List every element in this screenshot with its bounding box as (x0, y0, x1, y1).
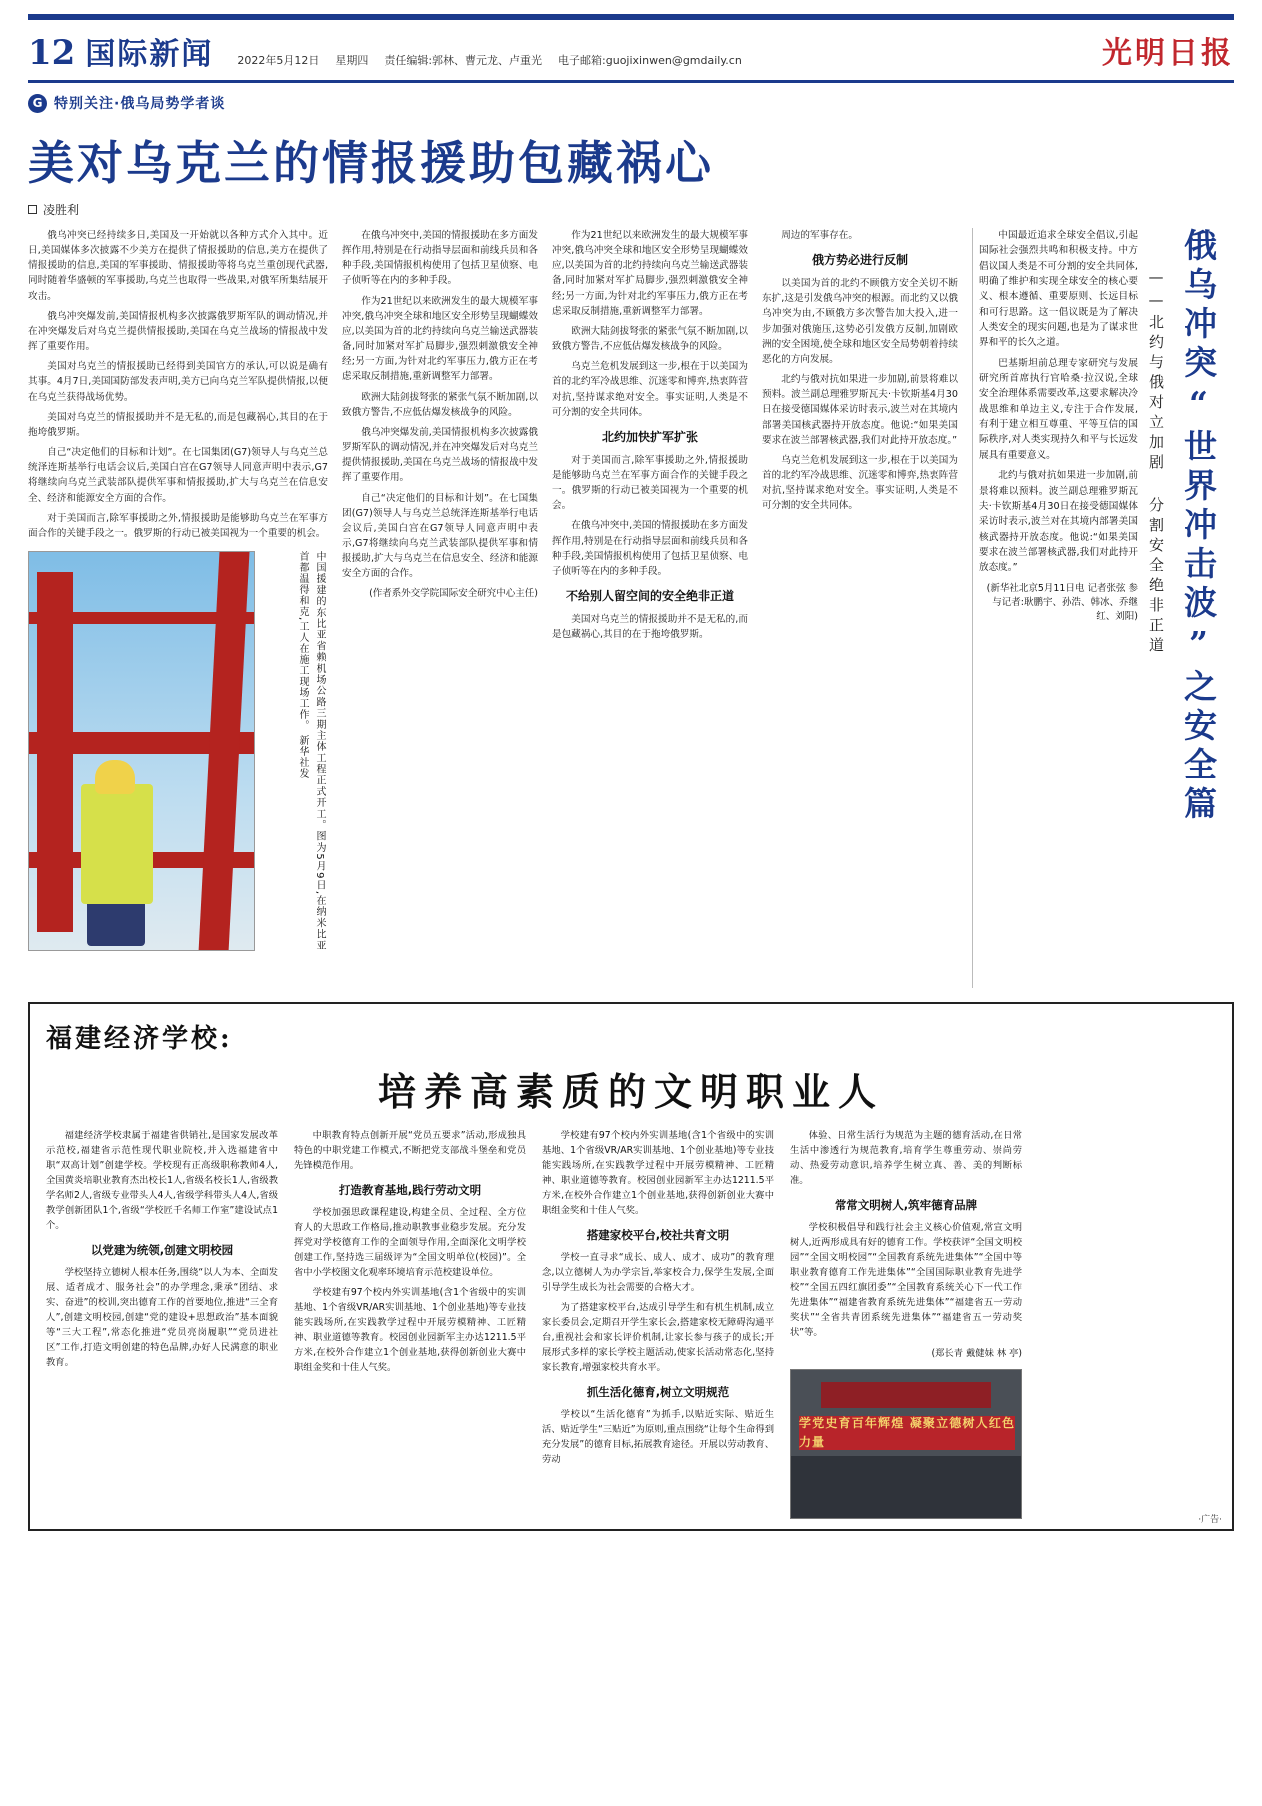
page-number: 12 (28, 33, 76, 73)
vertical-article-body (979, 228, 1138, 988)
paragraph: 美国对乌克兰的情报援助并不是无私的,而是包藏祸心,其目的在于拖垮俄罗斯。 (28, 411, 328, 438)
photo-worker-body (81, 784, 153, 904)
paragraph: 美国对乌克兰的情报援助并不是无私的,而是包藏祸心,其目的在于拖垮俄罗斯。 (552, 614, 748, 641)
ad-photo (790, 1369, 1022, 1519)
paragraph: 俄乌冲突爆发前,美国情报机构多次披露俄罗斯军队的调动情况,并在冲突爆发后对乌克兰提供情报援助,美国在乌克兰战场的情报战中发挥了重要作用。 (342, 426, 538, 484)
photo-worker-helmet (95, 760, 135, 794)
ad-subheading: 打造教育基地,践行劳动文明 (338, 1183, 482, 1198)
photo-caption-text: 中国援建的东比亚省赖机场公路三期主体工程正式开工。图为5月9日,在纳米比亚首都温得和克,工人在施工现场工作。 (297, 550, 325, 951)
vertical-title-block (972, 228, 1222, 988)
ad-photo-crowd (791, 1456, 1022, 1518)
email-line: 电子邮箱:guojixinwen@gmdaily.cn (558, 54, 742, 67)
ad-slogan: 培养高素质的文明职业人 (377, 1069, 884, 1114)
photo-credit: 新华社发 (297, 735, 308, 780)
byline (28, 201, 1234, 218)
news-photo (28, 551, 255, 951)
paragraph: 乌克兰危机发展到这一步,根在于以美国为首的北约军冷战思维、沉迷零和博弈,热衷阵营对抗,坚持谋求绝对安全。事实证明,人类是不可分割的安全共同体。 (552, 361, 748, 418)
article-column-2 (342, 228, 538, 988)
paragraph: 作为21世纪以来欧洲发生的最大规模军事冲突,俄乌冲突全球和地区安全形势呈现蝴蝶效应,以美国为首的北约持续向乌克兰输送武器装备,同时加紧对军扩局脚步,强烈刺激俄安全神经;另一方面,为针对北约军事压力,俄方正在考虑采取反制措施,重新调整军力部署。 (342, 295, 538, 383)
paragraph: 自己“决定他们的目标和计划”。在七国集团(G7)领导人与乌克兰总统泽连斯基举行电话会议后,美国白宫在G7领导人同意声明中表示,G7将继续向乌克兰武装部队提供军事和情报援助,扩大与乌克兰在信息安全、经济和能源安全方面的合作。 (28, 447, 328, 504)
paragraph: 中国最近追求全球安全倡议,引起国际社会强烈共鸣和积极支持。中方倡议国人类是不可分割的安全共同体,明确了维护和实现全球安全的核心要义、根本遵循、重要原则、长远目标和可行思路。这一倡议既是为了解决人类安全的现实问题,也是为了谋求世界和平的长久之道。 (979, 230, 1138, 349)
paragraph: 俄乌冲突已经持续多日,美国及一开始就以各种方式介入其中。近日,美国媒体多次披露不少美方在提供了情报援助的信息,美方在提供了情报援助的信息,美国的军事援助、情报援助等将乌克兰重创现代武器,同时随着华盛顿的军事援助,乌克兰也取得一些战果,对俄军所集结展开攻击。 (28, 230, 328, 302)
ad-column-4 (790, 1128, 1022, 1519)
paragraph: 学校以“生活化德育”为抓手,以贴近实际、贴近生活、贴近学生“三贴近”为原则,重点围绕“让每个生命得到充分发展”的德育目标,拓展教育途径。开展以劳动教育、劳动 (542, 1408, 774, 1466)
paragraph: 学校加强思政课程建设,构建全员、全过程、全方位育人的大思政工作格局,推动职教事业稳步发展。充分发挥党对学校德育工作的全面领导作用,全面深化文明学校创建工作,坚持选三届级评为“全国文明单位(校园)”。全省中小学校图文化观率环境培育示范校建设单位。 (294, 1206, 526, 1278)
ad-school-name: 福建经济学校: (46, 1024, 233, 1054)
page-title: 美对乌克兰的情报援助包藏祸心 (28, 136, 714, 190)
article-credit: (作者系外交学院国际安全研究中心主任) (369, 588, 538, 600)
editor-line: 责任编辑:郭林、曹元龙、卢重光 (384, 54, 543, 67)
special-badge-icon: G (28, 94, 47, 113)
special-column-label: 特别关注·俄乌局势学者谈 (54, 96, 226, 112)
photo-beam (37, 572, 73, 932)
paragraph: 作为21世纪以来欧洲发生的最大规模军事冲突,俄乌冲突全球和地区安全形势呈现蝴蝶效应,以美国为首的北约持续向乌克兰输送武器装备,同时加紧对军扩局脚步,强烈刺激俄安全神经;另一方面,为针对北约军事压力,俄方正在考虑采取反制措施,重新调整军力部署。 (552, 230, 748, 317)
paragraph: 对于美国而言,除军事援助之外,情报援助是能够助乌克兰在军事方面合作的关键手段之一。俄罗斯的行动已被美国视为一个重要的机会。 (552, 454, 748, 512)
newspaper-page (0, 14, 1262, 1806)
paragraph: 学校坚持立德树人根本任务,围绕“以人为本、全面发展、适者成才、服务社会”的办学理念,秉承“团结、求实、奋进”的校训,突出德育工作的首要地位,推进“三全育人”,创建文明校园,创建“党的建设+思想政治”基本面貌等“三大工程”,常态化推进“党员亮岗履职”“党员进社区”工作,打造文明创建的特色品牌,办好人民满意的职业教育。 (46, 1266, 278, 1369)
article-column-4 (762, 228, 958, 988)
paragraph: 学校积极倡导和践行社会主义核心价值观,常宣文明树人,近两形成具有好的德育工作。学校获评“全国文明校园”“全国文明校园”“全国教育系统先进集体”“全国中等职业教育德育工作先进集体”“全国国际职业教育先进学校”“全国五四红旗团委”“全国教育系统关心下一代工作先进集体”“福建省教育系统先进集体”“福建省五一劳动奖状”“全省共青团系统先进集体”“福建省五一劳动奖状”等。 (790, 1221, 1022, 1339)
subheading: 俄方势必进行反制 (811, 253, 908, 268)
vertical-credit: (新华社北京5月11日电 记者张弦 参与记者:耿鹏宇、孙浩、韩冰、乔继红、刘阳) (986, 582, 1138, 623)
paragraph: 在俄乌冲突中,美国的情报援助在多方面发挥作用,特别是在行动指导层面和前线兵员和各种手段,美国情报机构使用了包括卫星侦察、电子侦听等在内的多种手段。 (552, 520, 748, 577)
paragraph: 周边的军事存在。 (781, 230, 858, 241)
paragraph: 巴基斯坦前总理专家研究与发展研究所首席执行官哈桑·拉汉说,全球安全治理体系需要改革,这要求解决冷战思维和单边主义,专注于合作发展,有利于建立相互尊重、平等互信的国际秩序,对人类实现持久和平与长远发展具有重要意义。 (979, 357, 1138, 461)
paragraph: 北约与俄对抗如果进一步加剧,前景将难以预料。波兰副总理雅罗斯瓦夫·卡钦斯基4月30日在接受德国媒体采访时表示,波兰对在其境内部署美国核武器持开放态度。他说:“如果美国要求在波兰部署核武器,我们对此持开放态度。” (979, 470, 1138, 574)
photo-row (28, 551, 328, 951)
special-column-tag (28, 93, 1234, 113)
paragraph: 对于美国而言,除军事援助之外,情报援助是能够助乌克兰在军事方面合作的关键手段之一。俄罗斯的行动已被美国视为一个重要的机会。 (28, 512, 328, 539)
ad-subheading: 搭建家校平台,校社共育文明 (586, 1228, 730, 1243)
vertical-title-main: 俄乌冲突“世界冲击波”之安全篇 (1179, 228, 1218, 825)
byline-square-icon (28, 205, 37, 214)
photo-worker-legs (87, 900, 145, 946)
publish-date: 2022年5月12日 (237, 54, 320, 67)
paragraph: 为了搭建家校平台,达成引导学生和有机生机制,成立家长委员会,定期召开学生家长会,搭建家校无障碍沟通平台,重视社会和家长评价机制,让家长参与孩子的成长;开展形式多样的家长学校主题活动,使家长活动常态化,坚持家长教育,增强家校共育水平。 (542, 1302, 774, 1374)
ad-column-1 (46, 1128, 278, 1519)
byline-author: 凌胜利 (43, 203, 80, 217)
article-column-1 (28, 228, 328, 988)
ad-subheading: 抓生活化德育,树立文明规范 (586, 1385, 730, 1400)
paragraph: 学校建有97个校内外实训基地(含1个省级中的实训基地、1个省级VR/AR实训基地、1个创业基地)等专业技能实践场所,在实践教学过程中开展劳模精神、工匠精神、职业道德等教育。校园创业园新军主办达1211.5平方米,在校外合作建立1个创业基地,获得创新创业大赛中职组金奖和十佳人气奖。 (294, 1287, 526, 1374)
masthead-meta (237, 52, 742, 74)
ad-subheading: 常常文明树人,筑牢德育品牌 (834, 1198, 978, 1213)
article-column-3 (552, 228, 748, 988)
masthead-left (28, 29, 742, 74)
vertical-title-sub: ——北约与俄对立加剧 分割安全绝非正道 (1147, 268, 1165, 657)
article-body (28, 228, 1234, 988)
weekday: 星期四 (335, 54, 369, 67)
ad-marker: ·广告· (1198, 1515, 1222, 1526)
paragraph: 欧洲大陆剑拔弩张的紧张气氛不断加剧,以致俄方警告,不应低估爆发核战争的风险。 (342, 391, 538, 418)
paragraph: 福建经济学校隶属于福建省供销社,是国家发展改革示范校,福建省示范性现代职业院校,并入选福建省中职“双高计划”创建学校。学校现有正高级职称教师4人,全国黄炎培职业教育杰出校长1人,省级名校长1人,省级教学名师2人,省级专业带头人4人,省级学科带头人4人,省级教学创新团队1个,省级“学校匠千名师工作室”建设试点1个。 (46, 1130, 278, 1232)
advertisement-block (28, 1002, 1234, 1531)
paragraph: 欧洲大陆剑拔弩张的紧张气氛不断加剧,以致俄方警告,不应低估爆发核战争的风险。 (552, 325, 748, 353)
paragraph: 乌克兰危机发展到这一步,根在于以美国为首的北约军冷战思维、沉迷零和博弈,热衷阵营对抗,坚持谋求绝对安全。事实证明,人类是不可分割的安全共同体。 (762, 454, 958, 512)
subheading: 不给别人留空间的安全绝非正道 (565, 589, 734, 604)
section-title: 国际新闻 (85, 37, 214, 72)
ad-columns (46, 1128, 1216, 1519)
paragraph: 体验、日常生活行为规范为主题的德育活动,在日常生活中渗透行为规范教育,培育学生尊重劳动、崇尚劳动、热爱劳动意识,培养学生树立真、善、美的判断标准。 (790, 1130, 1022, 1187)
paragraph: 俄乌冲突爆发前,美国情报机构多次披露俄罗斯军队的调动情况,并在冲突爆发后对乌克兰提供情报援助,美国在乌克兰战场的情报战中发挥了重要作用。 (28, 310, 328, 353)
paragraph: 学校建有97个校内外实训基地(含1个省级中的实训基地、1个省级VR/AR实训基地、1个创业基地)等专业技能实践场所,在实践教学过程中开展劳模精神、工匠精神、职业道德等教育。校园创业园新军主办达1211.5平方米,在校外合作建立1个创业基地,获得创新创业大赛中职组金奖和十佳人气奖。 (542, 1130, 774, 1217)
paragraph: 中职教育特点创新开展“党员五要求”活动,形成独具特色的中职党建工作模式,不断把党支部战斗堡垒和党员先锋模范作用。 (294, 1130, 526, 1172)
ad-column-3 (542, 1128, 774, 1519)
masthead (28, 20, 1234, 83)
ad-credit: (郑长青 戴健妹 林 亭) (931, 1348, 1022, 1360)
paper-logo: 光明日报 (1102, 36, 1234, 71)
ad-photo-sign (821, 1382, 991, 1408)
ad-column-2 (294, 1128, 526, 1519)
photo-caption (267, 551, 328, 951)
paragraph: 自己“决定他们的目标和计划”。在七国集团(G7)领导人与乌克兰总统泽连斯基举行电话会议后,美国白宫在G7领导人同意声明中表示,G7将继续向乌克兰武装部队提供军事和情报援助,扩大与乌克兰在信息安全、经济和能源安全方面的合作。 (342, 492, 538, 580)
subheading: 北约加快扩军扩张 (601, 429, 698, 444)
ad-photo-banner: 学党史育百年辉煌 凝聚立德树人红色力量 (799, 1415, 1015, 1450)
paragraph: 在俄乌冲突中,美国的情报援助在多方面发挥作用,特别是在行动指导层面和前线兵员和各种手段,美国情报机构使用了包括卫星侦察、电子侦听等在内的多种手段。 (342, 230, 538, 287)
paragraph: 学校一直寻求“成长、成人、成才、成功”的教育理念,以立德树人为办学宗旨,举家校合力,保学生发展,全面引导学生成长为社会需要的合格大才。 (542, 1251, 774, 1293)
paragraph: 北约与俄对抗如果进一步加剧,前景将难以预料。波兰副总理雅罗斯瓦夫·卡钦斯基4月30日在接受德国媒体采访时表示,波兰对在其境内部署美国核武器持开放态度。他说:“如果美国要求在波兰部署核武器,我们对此持开放态度。” (762, 374, 958, 446)
ad-subheading: 以党建为统领,创建文明校园 (90, 1243, 234, 1258)
paragraph: 美国对乌克兰的情报援助已经得到美国官方的承认,可以说是确有其事。4月7日,美国国防部发表声明,美方已向乌克兰军队提供情报,以便在乌克兰获得战场优势。 (28, 361, 328, 403)
paragraph: 以美国为首的北约不顾俄方安全关切不断东扩,这是引发俄乌冲突的根源。而北约又以俄乌冲突为由,不顾俄方多次警告加大投入,进一步加强对俄施压,这势必引发俄方反制,加剧欧洲的安全困境,使全球和地区安全局势朝着持续恶化的方向发展。 (762, 278, 958, 365)
